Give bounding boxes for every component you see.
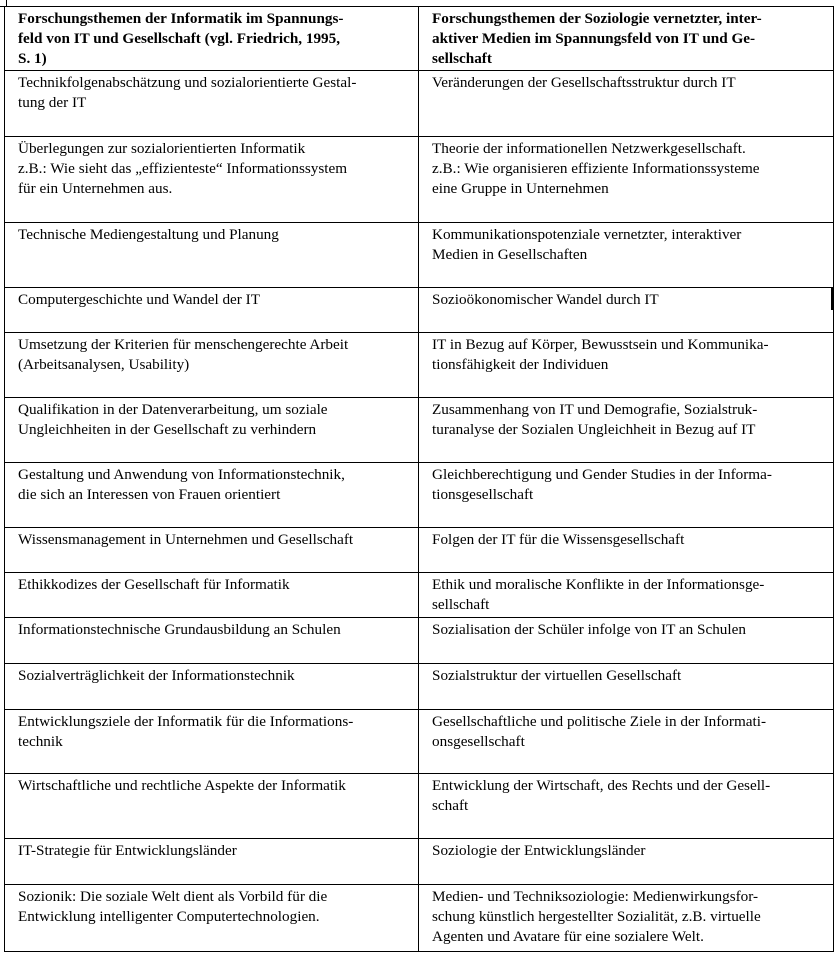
informatik-topic-cell <box>5 398 419 463</box>
soziologie-topic-cell <box>419 398 834 463</box>
table-row <box>5 398 834 463</box>
cell-text-line: tung der IT <box>18 94 87 111</box>
header-right-line: sellschaft <box>432 50 492 67</box>
cell-text-line: Ungleichheiten in der Gesellschaft zu verhindern <box>18 421 317 438</box>
cell-text-line: Gleichberechtigung und Gender Studies in der Informa- <box>432 466 772 483</box>
informatik-topic-cell <box>5 288 419 333</box>
informatik-topic-cell <box>5 528 419 573</box>
cell-text-line: Wissensmanagement in Unternehmen und Gesellschaft <box>18 531 354 548</box>
cell-text-line: Entwicklung intelligenter Computertechnologien. <box>18 908 320 925</box>
table-row <box>5 710 834 774</box>
text-cursor <box>831 288 833 310</box>
cell-text-line: Gesellschaftliche und politische Ziele in der Informati- <box>432 713 767 730</box>
table-row <box>5 885 834 952</box>
cell-text-line: Qualifikation in der Datenverarbeitung, um soziale <box>18 401 328 418</box>
informatik-topic-cell <box>5 618 419 664</box>
cell-text-line: Gestaltung und Anwendung von Informationstechnik, <box>18 466 345 483</box>
cell-text-line: Veränderungen der Gesellschaftsstruktur durch IT <box>432 74 736 91</box>
informatik-topic-cell <box>5 137 419 223</box>
table-row <box>5 137 834 223</box>
soziologie-topic-cell <box>419 664 834 710</box>
informatik-topic-cell <box>5 573 419 618</box>
cell-text-line: IT-Strategie für Entwicklungsländer <box>18 842 237 859</box>
header-right-line: Forschungsthemen der Soziologie vernetzter, inter- <box>432 10 762 27</box>
soziologie-topic-cell <box>419 223 834 288</box>
cell-text-line: tionsfähigkeit der Individuen <box>432 356 609 373</box>
soziologie-topic-cell <box>419 885 834 952</box>
header-cell-informatik <box>5 7 419 71</box>
table-row <box>5 774 834 839</box>
soziologie-topic-cell <box>419 774 834 839</box>
cell-text-line: schung künstlich hergestellter Sozialität, z.B. virtuelle <box>432 908 761 925</box>
cell-text-line: für ein Unternehmen aus. <box>18 180 173 197</box>
header-left-line: feld von IT und Gesellschaft (vgl. Friedrich, 1995, <box>18 30 341 47</box>
cell-text-line: onsgesellschaft <box>432 733 525 750</box>
informatik-topic-cell <box>5 333 419 398</box>
informatik-topic-cell <box>5 463 419 528</box>
cell-text-line: z.B.: Wie organisieren effiziente Informationssysteme <box>432 160 760 177</box>
table-row <box>5 573 834 618</box>
informatik-topic-cell <box>5 223 419 288</box>
table-row <box>5 333 834 398</box>
cell-text-line: Informationstechnische Grundausbildung an Schulen <box>18 621 341 638</box>
header-right-line: aktiver Medien im Spannungsfeld von IT und Ge- <box>432 30 756 47</box>
cell-text-line: Agenten und Avatare für eine sozialere Welt. <box>432 928 704 945</box>
table-row <box>5 71 834 137</box>
cell-text-line: schaft <box>432 797 469 814</box>
cell-text-line: technik <box>18 733 63 750</box>
soziologie-topic-cell <box>419 710 834 774</box>
informatik-topic-cell <box>5 710 419 774</box>
cell-text-line: Umsetzung der Kriterien für menschengerechte Arbeit <box>18 336 349 353</box>
cell-text-line: Medien- und Techniksoziologie: Medienwirkungsfor- <box>432 888 759 905</box>
table-header-row <box>5 7 834 71</box>
table-row <box>5 664 834 710</box>
header-left-line: S. 1) <box>18 50 47 67</box>
soziologie-topic-cell <box>419 839 834 885</box>
cell-text-line: Entwicklung der Wirtschaft, des Rechts und der Gesell- <box>432 777 771 794</box>
soziologie-topic-cell <box>419 288 834 333</box>
soziologie-topic-cell <box>419 618 834 664</box>
table-row <box>5 839 834 885</box>
cell-text-line: Technikfolgenabschätzung und sozialorientierte Gestal- <box>18 74 357 91</box>
cell-text-line: (Arbeitsanalysen, Usability) <box>18 356 190 373</box>
soziologie-topic-cell <box>419 463 834 528</box>
table-row <box>5 223 834 288</box>
cell-text-line: Soziologie der Entwicklungsländer <box>432 842 646 859</box>
cell-text-line: Wirtschaftliche und rechtliche Aspekte der Informatik <box>18 777 346 794</box>
cell-text-line: Computergeschichte und Wandel der IT <box>18 291 260 308</box>
cell-text-line: Sozialisation der Schüler infolge von IT an Schulen <box>432 621 746 638</box>
soziologie-topic-cell <box>419 528 834 573</box>
cell-text-line: IT in Bezug auf Körper, Bewusstsein und Kommunika- <box>432 336 769 353</box>
cell-text-line: z.B.: Wie sieht das „effizienteste“ Informationssystem <box>18 160 348 177</box>
cell-text-line: Kommunikationspotenziale vernetzter, interaktiver <box>432 226 742 243</box>
research-topics-table <box>4 6 834 952</box>
cell-text-line: turanalyse der Sozialen Ungleichheit in Bezug auf IT <box>432 421 756 438</box>
cell-text-line: Überlegungen zur sozialorientierten Informatik <box>18 140 306 157</box>
informatik-topic-cell <box>5 664 419 710</box>
table-row <box>5 528 834 573</box>
cell-text-line: Ethik und moralische Konflikte in der Informationsge- <box>432 576 765 593</box>
cell-text-line: Zusammenhang von IT und Demografie, Sozialstruk- <box>432 401 758 418</box>
cell-text-line: Sozialverträglichkeit der Informationstechnik <box>18 667 295 684</box>
soziologie-topic-cell <box>419 573 834 618</box>
cell-text-line: Medien in Gesellschaften <box>432 246 588 263</box>
cell-text-line: Sozialstruktur der virtuellen Gesellschaft <box>432 667 682 684</box>
table-row <box>5 288 834 333</box>
cell-text-line: eine Gruppe in Unternehmen <box>432 180 609 197</box>
soziologie-topic-cell <box>419 71 834 137</box>
table-row <box>5 618 834 664</box>
informatik-topic-cell <box>5 885 419 952</box>
cell-text-line: Folgen der IT für die Wissensgesellschaft <box>432 531 685 548</box>
cell-text-line: Sozioökonomischer Wandel durch IT <box>432 291 659 308</box>
cell-text-line: sellschaft <box>432 596 490 613</box>
cell-text-line: Theorie der informationellen Netzwerkgesellschaft. <box>432 140 746 157</box>
header-left-line: Forschungsthemen der Informatik im Spannungs- <box>18 10 344 27</box>
cell-text-line: Sozionik: Die soziale Welt dient als Vorbild für die <box>18 888 328 905</box>
header-cell-soziologie <box>419 7 834 71</box>
table-row <box>5 463 834 528</box>
informatik-topic-cell <box>5 839 419 885</box>
cell-text-line: Ethikkodizes der Gesellschaft für Informatik <box>18 576 290 593</box>
informatik-topic-cell <box>5 71 419 137</box>
soziologie-topic-cell <box>419 137 834 223</box>
informatik-topic-cell <box>5 774 419 839</box>
cell-text-line: tionsgesellschaft <box>432 486 534 503</box>
cell-text-line: die sich an Interessen von Frauen orientiert <box>18 486 281 503</box>
cell-text-line: Technische Mediengestaltung und Planung <box>18 226 279 243</box>
cell-text-line: Entwicklungsziele der Informatik für die Informations- <box>18 713 354 730</box>
soziologie-topic-cell <box>419 333 834 398</box>
